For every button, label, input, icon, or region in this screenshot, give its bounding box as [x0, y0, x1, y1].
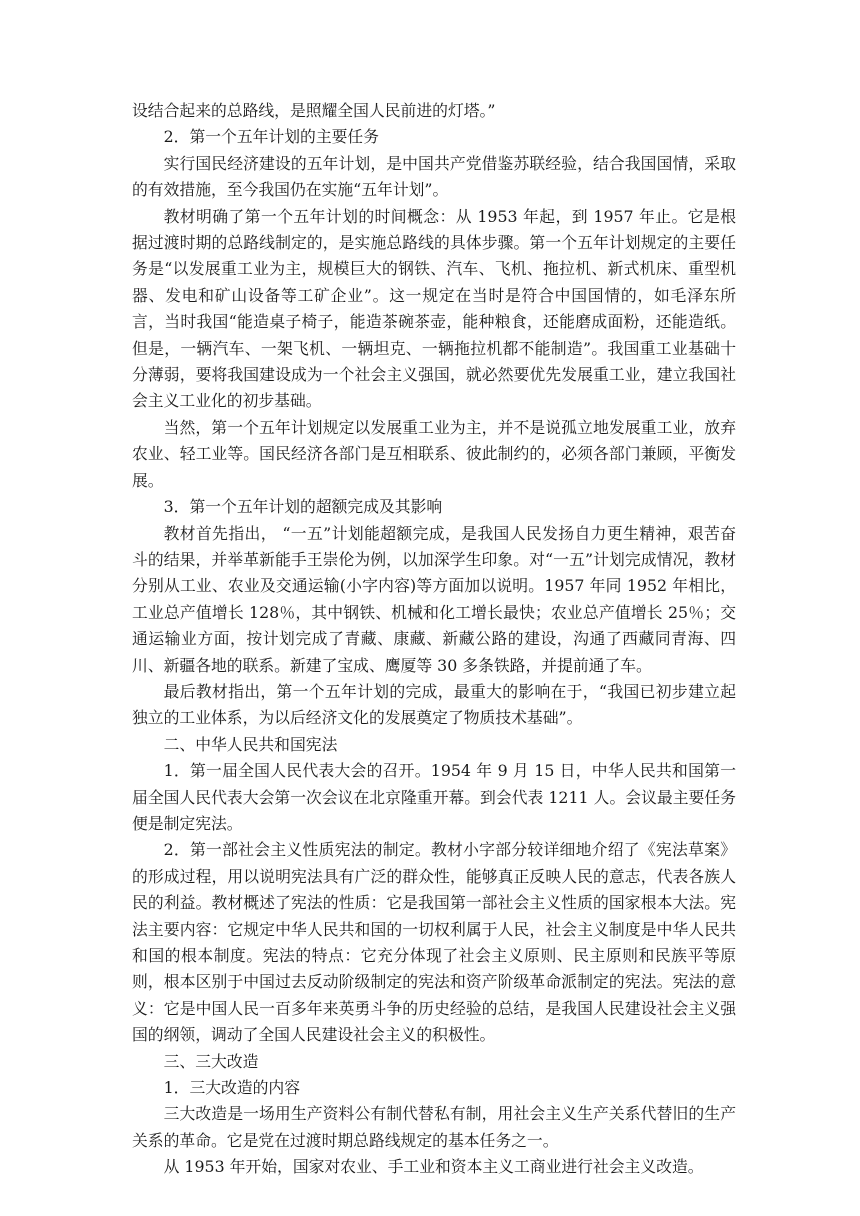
paragraph: 1．第一届全国人民代表大会的召开。1954 年 9 月 15 日，中华人民共和国第一届全国人民代表大会第一次会议在北京隆重开幕。到会代表 1211 人。会议最主要任务便是制定宪法。	[132, 761, 736, 833]
paragraph-continuation: 设结合起来的总路线，是照耀全国人民前进的灯塔。”	[132, 101, 496, 120]
paragraph: 三大改造是一场用生产资料公有制代替私有制，用社会主义生产关系代替旧的生产关系的革命。它是党在过渡时期总路线规定的基本任务之一。	[132, 1104, 736, 1150]
paragraph: 2．第一部社会主义性质宪法的制定。教材小字部分较详细地介绍了《宪法草案》的形成过程，用以说明宪法具有广泛的群众性，能够真正反映人民的意志，代表各族人民的利益。教材概述了宪法的性质：它是我国第一部社会主义性质的国家根本大法。宪法主要内容：它规定中华人民共和国的一切权利属于人民，社会主义制度是中华人民共和国的根本制度。宪法的特点：它充分体现了社会主义原则、民主原则和民族平等原则，根本区别于中国过去反动阶级制定的宪法和资产阶级革命派制定的宪法。宪法的意义：它是中国人民一百多年来英勇斗争的历史经验的总结，是我国人民建设社会主义强国的纲领，调动了全国人民建设社会主义的积极性。	[132, 840, 736, 1045]
paragraph: 最后教材指出，第一个五年计划的完成，最重大的影响在于，“我国已初步建立起独立的工业体系，为以后经济文化的发展奠定了物质技术基础”。	[132, 681, 736, 728]
paragraph: 教材明确了第一个五年计划的时间概念：从 1953 年起，到 1957 年止。它是根据过渡时期的总路线制定的，是实施总路线的具体步骤。第一个五年计划规定的主要任务是“以发展重工业为主，规模巨大的钢铁、汽车、飞机、拖拉机、新式机床、重型机器、发电和矿山设备等工矿企业”。这一规定在当时是符合中国国情的，如毛泽东所言，当时我国“能造桌子椅子，能造茶碗茶壶，能种粮食，还能磨成面粉，还能造纸。但是，一辆汽车、一架飞机、一辆坦克、一辆拖拉机都不能制造”。我国重工业基础十分薄弱，要将我国建设成为一个社会主义强国，就必然要优先发展重工业，建立我国社会主义工业化的初步基础。	[132, 206, 736, 411]
document-page	[132, 98, 736, 1181]
section-heading-three-reforms: 三、三大改造	[163, 1051, 259, 1071]
paragraph: 从 1953 年开始，国家对农业、手工业和资本主义工商业进行社会主义改造。	[163, 1157, 704, 1177]
section-heading-main-tasks: 2．第一个五年计划的主要任务	[163, 127, 380, 147]
paragraph: 当然，第一个五年计划规定以发展重工业为主，并不是说孤立地发展重工业，放弃农业、轻工业等。国民经济各部门是互相联系、彼此制约的，必须各部门兼顾，平衡发展。	[132, 417, 736, 490]
section-heading-reform-content: 1．三大改造的内容	[163, 1078, 301, 1098]
section-heading-completion: 3．第一个五年计划的超额完成及其影响	[163, 497, 443, 517]
section-heading-constitution: 二、中华人民共和国宪法	[163, 734, 338, 754]
paragraph: 教材首先指出， “一五”计划能超额完成，是我国人民发扬自力更生精神，艰苦奋斗的结果，并举革新能手王崇伦为例，以加深学生印象。对“一五”计划完成情况，教材分别从工业、农业及交通运输(小字内容)等方面加以说明。1957 年同 1952 年相比，工业总产值增长 128％，其中钢铁、机械和化工增长最快；农业总产值增长 25％；交通运输业方面，按计划完成了青藏、康藏、新藏公路的建设，沟通了西藏同青海、四川、新疆各地的联系。新建了宝成、鹰厦等 30 多条铁路，并提前通了车。	[132, 523, 736, 675]
paragraph: 实行国民经济建设的五年计划，是中国共产党借鉴苏联经验，结合我国国情，采取的有效措施，至今我国仍在实施“五年计划”。	[132, 153, 736, 200]
